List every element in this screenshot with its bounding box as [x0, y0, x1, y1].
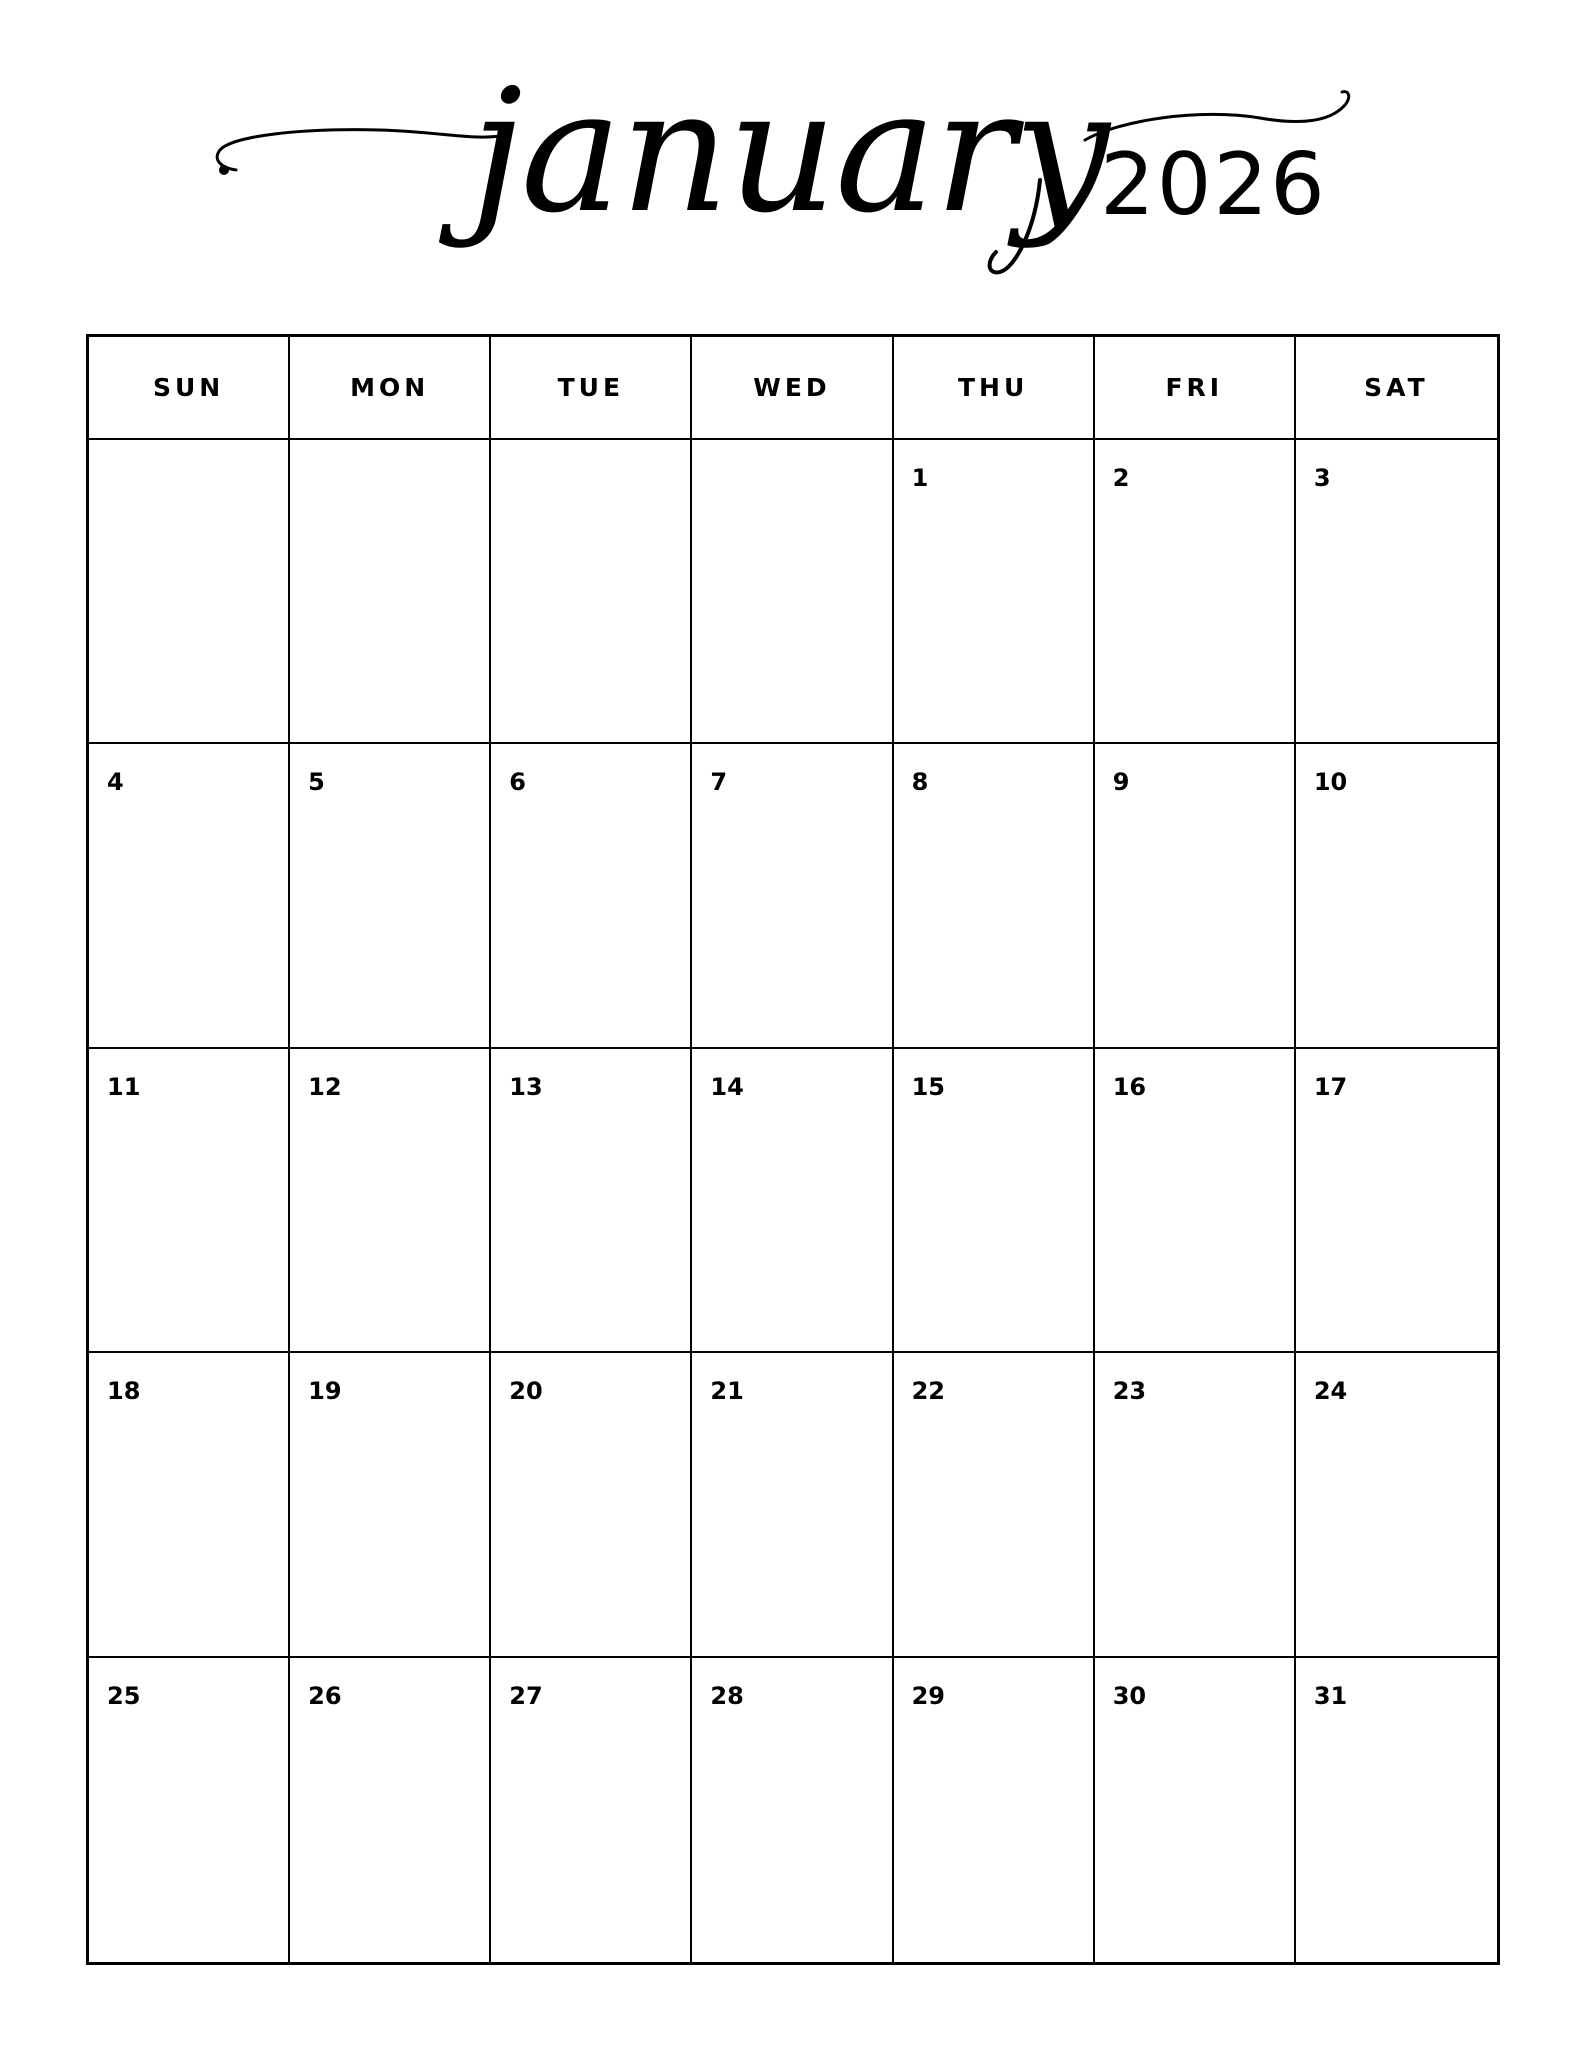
- day-cell: [1095, 440, 1296, 744]
- day-cell: [1095, 1353, 1296, 1657]
- day-cell: [1296, 744, 1497, 1048]
- day-number: 11: [107, 1072, 141, 1101]
- day-number: 4: [107, 768, 124, 797]
- weekday-header-mon: MON: [290, 337, 491, 440]
- day-cell: [89, 1658, 290, 1962]
- day-number: 17: [1313, 1072, 1348, 1101]
- day-cell: [89, 440, 290, 744]
- day-number: 6: [509, 768, 526, 797]
- day-number: 10: [1313, 768, 1348, 797]
- day-number: 15: [911, 1072, 945, 1101]
- day-number: 9: [1112, 768, 1130, 797]
- day-number: 23: [1112, 1377, 1147, 1406]
- day-number: 19: [308, 1377, 342, 1406]
- day-number: 31: [1313, 1681, 1348, 1710]
- day-cell: [1095, 744, 1296, 1048]
- day-number: 7: [710, 768, 728, 797]
- day-number: 12: [308, 1072, 342, 1101]
- day-number: 22: [911, 1377, 945, 1406]
- day-cell: [894, 1658, 1095, 1962]
- day-cell: [290, 1658, 491, 1962]
- day-cell: [692, 1658, 893, 1962]
- day-number: 14: [710, 1072, 744, 1101]
- day-number: 27: [509, 1681, 543, 1710]
- day-number: 25: [107, 1681, 141, 1710]
- day-number: 16: [1112, 1072, 1147, 1101]
- day-number: 5: [308, 768, 325, 797]
- day-cell: [1296, 1658, 1497, 1962]
- calendar-title: [0, 0, 1588, 320]
- day-cell: [692, 440, 893, 744]
- day-cell: [491, 1049, 692, 1353]
- month-title: january: [470, 53, 1108, 251]
- day-number: 2: [1112, 464, 1130, 492]
- day-cell: [491, 1353, 692, 1657]
- day-cell: [290, 1353, 491, 1657]
- weekday-header-wed: WED: [692, 337, 893, 440]
- weekday-header-thu: THU: [894, 337, 1095, 440]
- day-cell: [692, 1049, 893, 1353]
- day-cell: [1296, 1353, 1497, 1657]
- day-cell: [894, 1049, 1095, 1353]
- day-cell: [89, 744, 290, 1048]
- day-cell: [1095, 1658, 1296, 1962]
- day-cell: [894, 1353, 1095, 1657]
- right-swash: [1085, 92, 1349, 140]
- day-number: 21: [710, 1377, 744, 1406]
- title-flourish: [0, 0, 1588, 320]
- day-number: 26: [308, 1681, 342, 1710]
- day-cell: [1296, 440, 1497, 744]
- day-cell: [491, 440, 692, 744]
- day-number: 29: [911, 1681, 945, 1710]
- day-cell: [692, 744, 893, 1048]
- year-title: 2026: [1100, 135, 1327, 235]
- day-cell: [1095, 1049, 1296, 1353]
- day-cell: [1296, 1049, 1497, 1353]
- day-cell: [290, 744, 491, 1048]
- day-cell: [491, 1658, 692, 1962]
- day-number: 24: [1313, 1377, 1348, 1406]
- weekday-header-sat: SAT: [1296, 337, 1497, 440]
- day-cell: [491, 744, 692, 1048]
- day-number: 3: [1313, 464, 1331, 492]
- left-swash: [217, 130, 500, 170]
- day-number: 8: [911, 768, 929, 797]
- weekday-header-sun: SUN: [89, 337, 290, 440]
- day-number: 28: [710, 1681, 744, 1710]
- weekday-header-fri: FRI: [1095, 337, 1296, 440]
- day-cell: [894, 440, 1095, 744]
- day-cell: [692, 1353, 893, 1657]
- day-cell: [894, 744, 1095, 1048]
- day-number: 30: [1112, 1681, 1147, 1710]
- day-number: 1: [911, 464, 929, 492]
- day-number: 13: [509, 1072, 543, 1101]
- day-number: 18: [107, 1377, 141, 1406]
- day-number: 20: [509, 1377, 543, 1406]
- day-cell: [89, 1353, 290, 1657]
- calendar-grid: [86, 334, 1500, 1965]
- day-cell: [290, 440, 491, 744]
- day-cell: [290, 1049, 491, 1353]
- weekday-header-tue: TUE: [491, 337, 692, 440]
- day-cell: [89, 1049, 290, 1353]
